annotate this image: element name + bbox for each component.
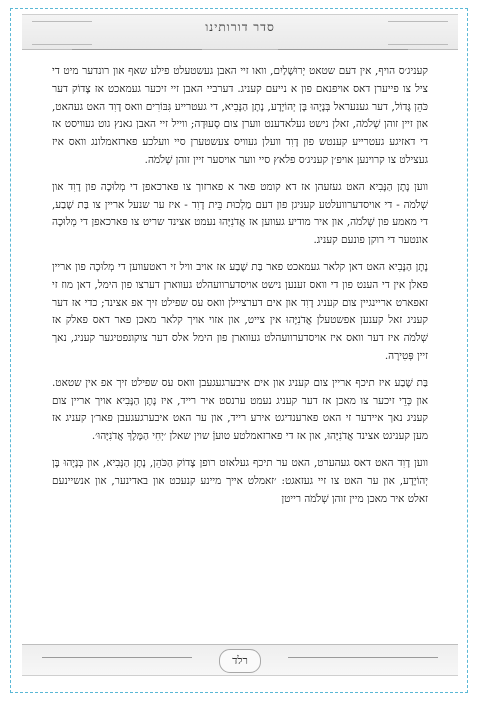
paragraph-2: ווען נָתָן הַנָּבִיא האט געזעהן אז דא קומט פאר א פארזוך צו פארכאפן די מְלוּכָה פון דָוִד און שְׁלֹמֹה - די אויסדערוועלטע קעניגן פון דעם מַלְכוּת בֵּית דָוִד - איז ער שנעל אריין צו בַּת שֶׁבַע, די מאמע פון שְׁלֹמֹה, און איר מודיע געווען אז אֲדֹנִיָּהוּ נעמט אצינד שריט צו פארכאפן די מְלוּכָה אונטער די רוקן פונעם קעניג. (52, 180, 428, 247)
body-text (52, 63, 428, 623)
paragraph-3: נָתָן הַנָּבִיא האט דאן קלאר געמאכט פאר בַּת שֶׁבַע אז אויב וויל זי ראטעווען די מְלוּכָה פון אריין פאלן אין די הענט פון די וואס זענען נישט אויסדערוועהלט געווארן דערצו פון הימל, דאן מוז זי זאפארט אריינגיין צום קעניג דָוִד און אים דערציילן וואס עס שפילט זיך אפ אצינד; כדי אז דער קעניג זאל קענען אפשטעלן אֲדֹנִיָּהוּ אין צייט, און אזוי אויך קלאר מאכן פאר דאס פאלק אז שְׁלֹמֹה איז דער וואס איז אויסדערוועהלט געווארן פון הימל אלס דער צוקונפטיגער קעניג, נאך זיין פְּטִירָה. (52, 260, 428, 362)
running-header-title: סדר דורותינו (205, 20, 275, 34)
header-ornament-left (72, 35, 202, 50)
ornate-footer (22, 644, 458, 676)
paragraph-4: בַּת שֶׁבַע איז תיכף אריין צום קעניג און אים איבערגעגעבן וואס עס שפילט זיך אפ אין שטאט. און כְּדֵי זיכער צו מאכן אז דער קעניג נעמט ערנסט איר רייד, איז נָתָן הַנָּבִיא אויך אריין צום קעניג נאך איידער זי האט פארענדיגט אירע רייד, און ער האט איבערגעגעבן פאר׳ן קעניג אז מען קעניגט אצינד אֲדֹנִיָּהוּ, און אז די פארזאמלטע טועןֿ שוין שאלן ׳יְחִי הַמֶּלֶךְ אֲדֹנִיָּהוּ׳. (52, 376, 428, 443)
paragraph-1: קעניג׳ס הויף, אין דעם שטאט יְרוּשָׁלַיִם, וואו זיי האבן געשטעלט פילע שאף און רונדער מיט די ציל צו פייערן דאס אויפנאם פון א נייעם קעניג. דערביי האבן זיי זיכער געמאכט אז צָדוֹק דער כֹּהֵן גָּדוֹל, דער גענעראל בְּנָיָהוּ בֶּן יְהוֹיָדָע, נָתָן הַנָּבִיא, די געטרייע גִּבּוֹרִים וואס דָוִד האט געהאט, און זיין זוהן שְׁלֹמֹה, זאלן נישט געלאדענט ווערן צום סְעוּדָה; ווייל זיי האבן גאנץ גוט געוויסט אז די דאזיגע געטרייע קענטש פון דָוִד וועלן געוויס צעשטערן סיי וועלכע פארזאמלונג וואס איז געצילט צו קרוינען אויפ׳ן קעניג׳ס פלאץ סיי ווער אויסער זיין זוהן שְׁלֹמֹה. (52, 65, 428, 166)
paragraph-5: ווען דָוִד האט דאס געהערט, האט ער תיכף געלאזט רופן צָדוֹק הַכֹּהֵן, נָתָן הַנָּבִיא, און בְּנָיָהוּ בֶּן יְהוֹיָדָע, און ער האט צו זיי געזאגט: ׳זאמלט אייך מיינע קנעכט און באדינער, און אנשיינעם זאלט איר מאכן מיין זוהן שְׁלֹמֹה רייטן (52, 456, 428, 505)
header-ornament-right (278, 35, 408, 50)
page-number: רלד (219, 649, 261, 673)
footer-ornament-left (42, 657, 192, 664)
footer-ornament-right (288, 657, 438, 664)
